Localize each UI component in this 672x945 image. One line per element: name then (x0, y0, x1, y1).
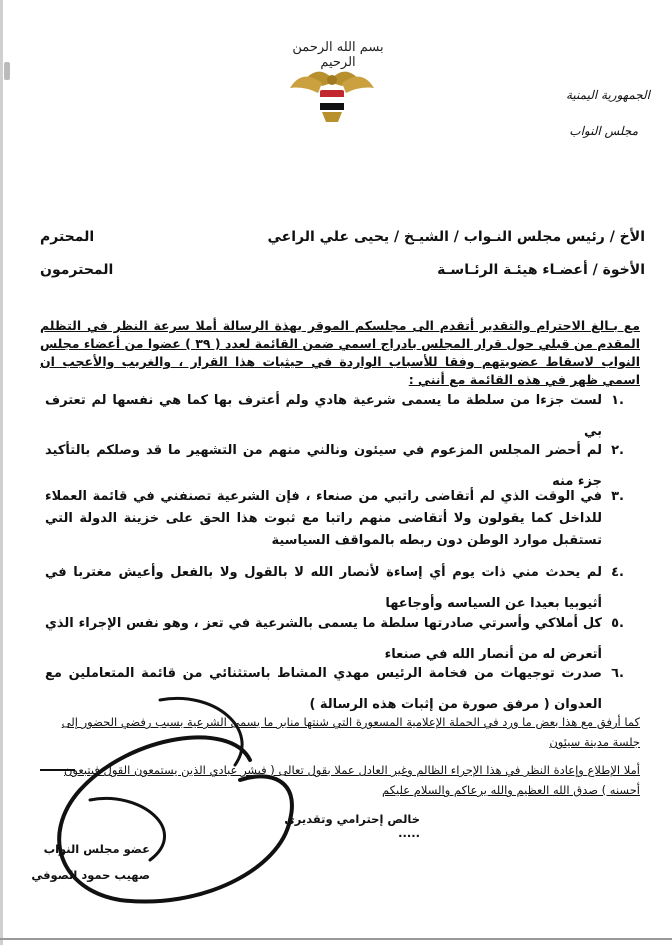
intro-paragraph: مع بـالغ الاحترام والتقدير أتقدم الى مجلسكم الموقر بهذة الرسالة أملا سرعة النظر في التظلم المقدم من قبلي حول قرار المجلس بادراج اسمي ضمن القائمة لعدد ( ٣٩ ) عضوا من أعضاء مجلس النواب لاسقاط عضويتهم وفقا للأسباب الواردة في حيثيات هذا القرار ، والغريب والأعجب ان اسمي ظهر في هذه القائمة مع أنني : (40, 318, 640, 387)
item-text: لم يحدث مني ذات يوم أي إساءة لأنصار الله لا بالقول ولا بالفعل وأعيش مغتربا في أثيوبيا بعيدا عن السياسه وأوجاعها (45, 565, 602, 611)
item-number: .٣ (611, 489, 624, 504)
item-text: صدرت توجيهات من فخامة الرئيس مهدي المشاط باستثنائي من قائمة المتعاملين مع العدوان ( مرفق صورة من إثبات هذه الرسالة ) (45, 666, 602, 712)
basmala-calligraphy: بسم الله الرحمن الرحيم (292, 40, 384, 70)
recipient-line: الأخ / رئيس مجلس النـواب / الشيـخ / يحيى علي الراعي (267, 229, 645, 245)
council-label: مجلس النواب (569, 124, 638, 138)
republic-label: الجمهورية اليمنية (565, 88, 650, 102)
item-text: لست جزءا من سلطة ما يسمى شرعية هادي ولم أعترف بها كما هي نفسها لم تعترف بي (45, 393, 602, 439)
page-bottom-border (0, 938, 672, 940)
regards-line: خالص إحترامي وتقديري ..... (284, 812, 420, 840)
item-number: .٦ (611, 666, 624, 681)
item-number: .٥ (611, 616, 624, 631)
item-text: لم أحضر المجلس المزعوم في سيئون ونالني منهم من التشهير ما قد وصلكم بالتأكيد جزء منه (45, 443, 602, 489)
item-text: في الوقت الذي لم أتقاضى راتبي من صنعاء ، فإن الشرعية تصنفني في قائمة العملاء للداخل كما يقولون ولا أتقاضى منهم راتبا مع ثبوت هذا الحق على خزينة الدولة التي تستقبل موارد الوطن دون ربطه بالمواقف السياسية (45, 489, 602, 548)
attachment-note: كما أرفق مع هذا بعض ما ورد في الحملة الإعلامية المسعورة التي شنتها منابر ما يسمى الشرعية بسبب رفضي الحضور إلى جلسة مدينة سيئون (61, 715, 640, 749)
recipient-honorific: المحترم (40, 229, 95, 245)
item-number: .١ (611, 393, 624, 408)
cc-honorific: المحترمون (40, 262, 114, 278)
signatory-title: عضو مجلس النواب (43, 842, 150, 856)
cc-line: الأخوة / أعضـاء هيئـة الرئـاسـة (437, 262, 645, 278)
item-number: .٢ (611, 443, 624, 458)
item-text: كل أملاكي وأسرتي صادرتها سلطة ما يسمى بالشرعية في تعز ، وهو نفس الإجراء الذي أتعرض له من أنصار الله في صنعاء (45, 616, 602, 662)
signatory-name: صهيب حمود الصوفي (31, 868, 150, 882)
reconsideration-request: أملا الإطلاع وإعادة النظر في هذا الإجراء الظالم وغير العادل عملا بقول تعالى ( فبشر عبادي الذين يستمعون القول فيتبعون أحسنه ) صدق الله العظيم والله يرعاكم والسلام عليكم (63, 763, 640, 797)
item-number: .٤ (611, 565, 624, 580)
